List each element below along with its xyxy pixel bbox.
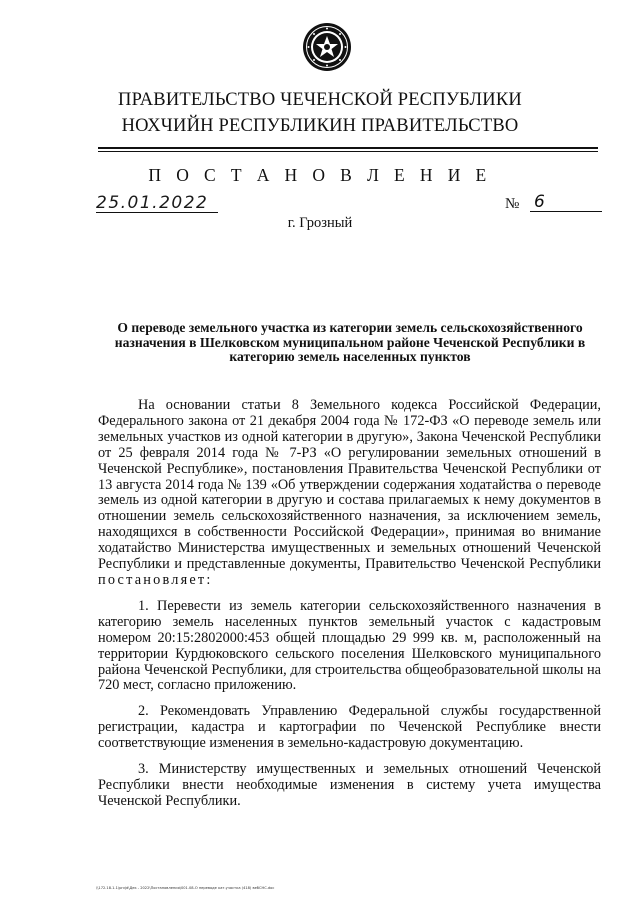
item-2-paragraph: 2. Рекомендовать Управлению Федеральной службы государственной регистрации, кадастра и картографии по Чеченской Республике внести соответствующие изменения в земельно-кадастровую документацию. — [98, 703, 601, 752]
footer-file-path: \\172.18.1.1\prvjd\Дек - 2022\Постановления\001.08-О переводе кат.участка (418) вебСНС.doc — [96, 886, 275, 890]
document-type: П О С Т А Н О В Л Е Н И Е — [148, 165, 492, 185]
organization-name-ce: НОХЧИЙН РЕСПУБЛИКИН ПРАВИТЕЛЬСТВО — [121, 116, 519, 136]
document-title: О переводе земельного участка из категории земель сельскохозяйственного назначения в Шелковском муниципальном районе Чеченской Республики в категорию земель населенных пунктов — [114, 320, 586, 364]
item-1-paragraph: 1. Перевести из земель категории сельскохозяйственного назначения в категорию земель населенных пунктов земельный участок с кадастровым номером 20:15:2802000:453 общей площадью 29 999 кв. м, расположенный на территории Курдюковского сельского поселения Шелковского муниципального района Чеченской Республики, для строительства общеобразовательной школы на 720 мест, согласно приложению. — [98, 597, 601, 694]
organization-name-ru: ПРАВИТЕЛЬСТВО ЧЕЧЕНСКОЙ РЕСПУБЛИКИ — [118, 90, 522, 110]
number-label: № — [505, 196, 520, 212]
document-body — [98, 398, 601, 810]
coat-of-arms-emblem-icon — [302, 22, 352, 72]
header-divider-thick — [98, 147, 598, 149]
preamble-paragraph — [98, 398, 601, 589]
decree-word: постановляет: — [98, 571, 213, 588]
header-divider-thin — [98, 151, 598, 152]
document-date: 25.01.2022 — [96, 194, 218, 213]
item-3-paragraph: 3. Министерству имущественных и земельных отношений Чеченской Республики внести необходимые изменения в систему учета имущества Чеченской Республики. — [98, 761, 601, 809]
document-city: г. Грозный — [287, 215, 353, 231]
document-number: 6 — [530, 193, 602, 212]
preamble-text: На основании статьи 8 Земельного кодекса Российской Федерации, Федерального закона от 21 декабря 2004 года № 172-ФЗ «О переводе земель или земельных участков из одной категории в другую», Закона Чеченской Республики от 25 февраля 2014 года № 7-РЗ «О регулировании земельных отношений в Чеченской Республике», постановления Правительства Чеченской Республики от 13 августа 2014 года № 139 «Об утверждении содержания ходатайства о переводе земель из одной категории в другую и состава прилагаемых к нему документов в отношении земель сельскохозяйственного назначения, за исключением земель, находящихся в собственности Российской Федерации», принимая во внимание ходатайство Министерства имущественных и земельных отношений Чеченской Республики и представленные документы, Правительство Чеченской Республики — [98, 397, 601, 573]
